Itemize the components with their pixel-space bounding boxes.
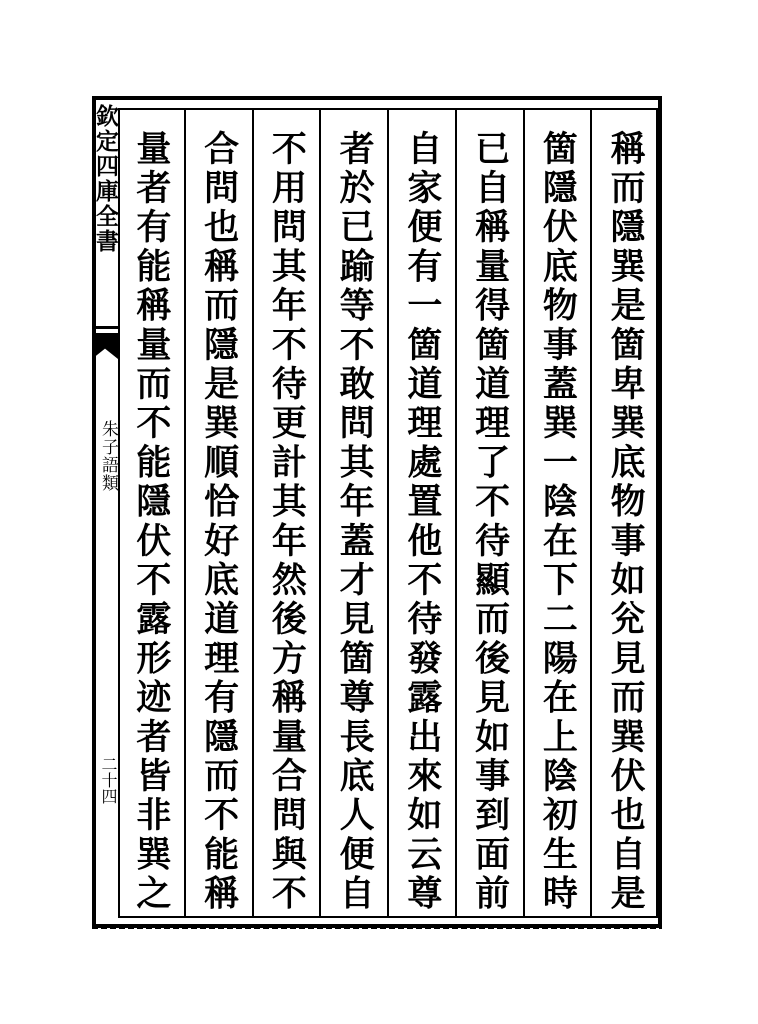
text-column: [319, 108, 387, 918]
margin-book-title: 朱子語類: [98, 420, 118, 492]
fish-tail-rule: [92, 326, 118, 329]
column-text: 者於已踰等不敢問其年蓋才見箇尊長底人便自: [334, 130, 376, 914]
column-text: 自家便有一箇道理處置他不待發露出來如云尊: [401, 130, 443, 914]
text-column: [523, 108, 591, 918]
text-column: [252, 108, 320, 918]
column-text: 合問也稱而隱是巽順恰好底道理有隱而不能稱: [198, 130, 240, 914]
text-column: [455, 108, 523, 918]
column-text: 箇隱伏底物事蓋巽一陰在下二陽在上陰初生時: [537, 130, 579, 914]
column-text: 量者有能稱量而不能隱伏不露形迹者皆非巽之: [130, 130, 172, 914]
margin-page-number: 二十四: [99, 756, 118, 804]
text-columns: [118, 108, 658, 918]
column-text: 已自稱量得箇道理了不待顯而後見如事到面前: [469, 130, 511, 914]
bottom-rule: [92, 926, 662, 929]
text-column: [118, 108, 184, 918]
column-text: 稱而隱巽是箇卑巽底物事如兊見而巽伏也自是: [605, 130, 647, 914]
column-text: 不用問其年不待更計其年然後方稱量合問與不: [266, 130, 308, 914]
text-column: [387, 108, 455, 918]
text-column: [184, 108, 252, 918]
margin-title: 欽定四庫全書: [92, 104, 119, 254]
text-column: [590, 108, 658, 918]
